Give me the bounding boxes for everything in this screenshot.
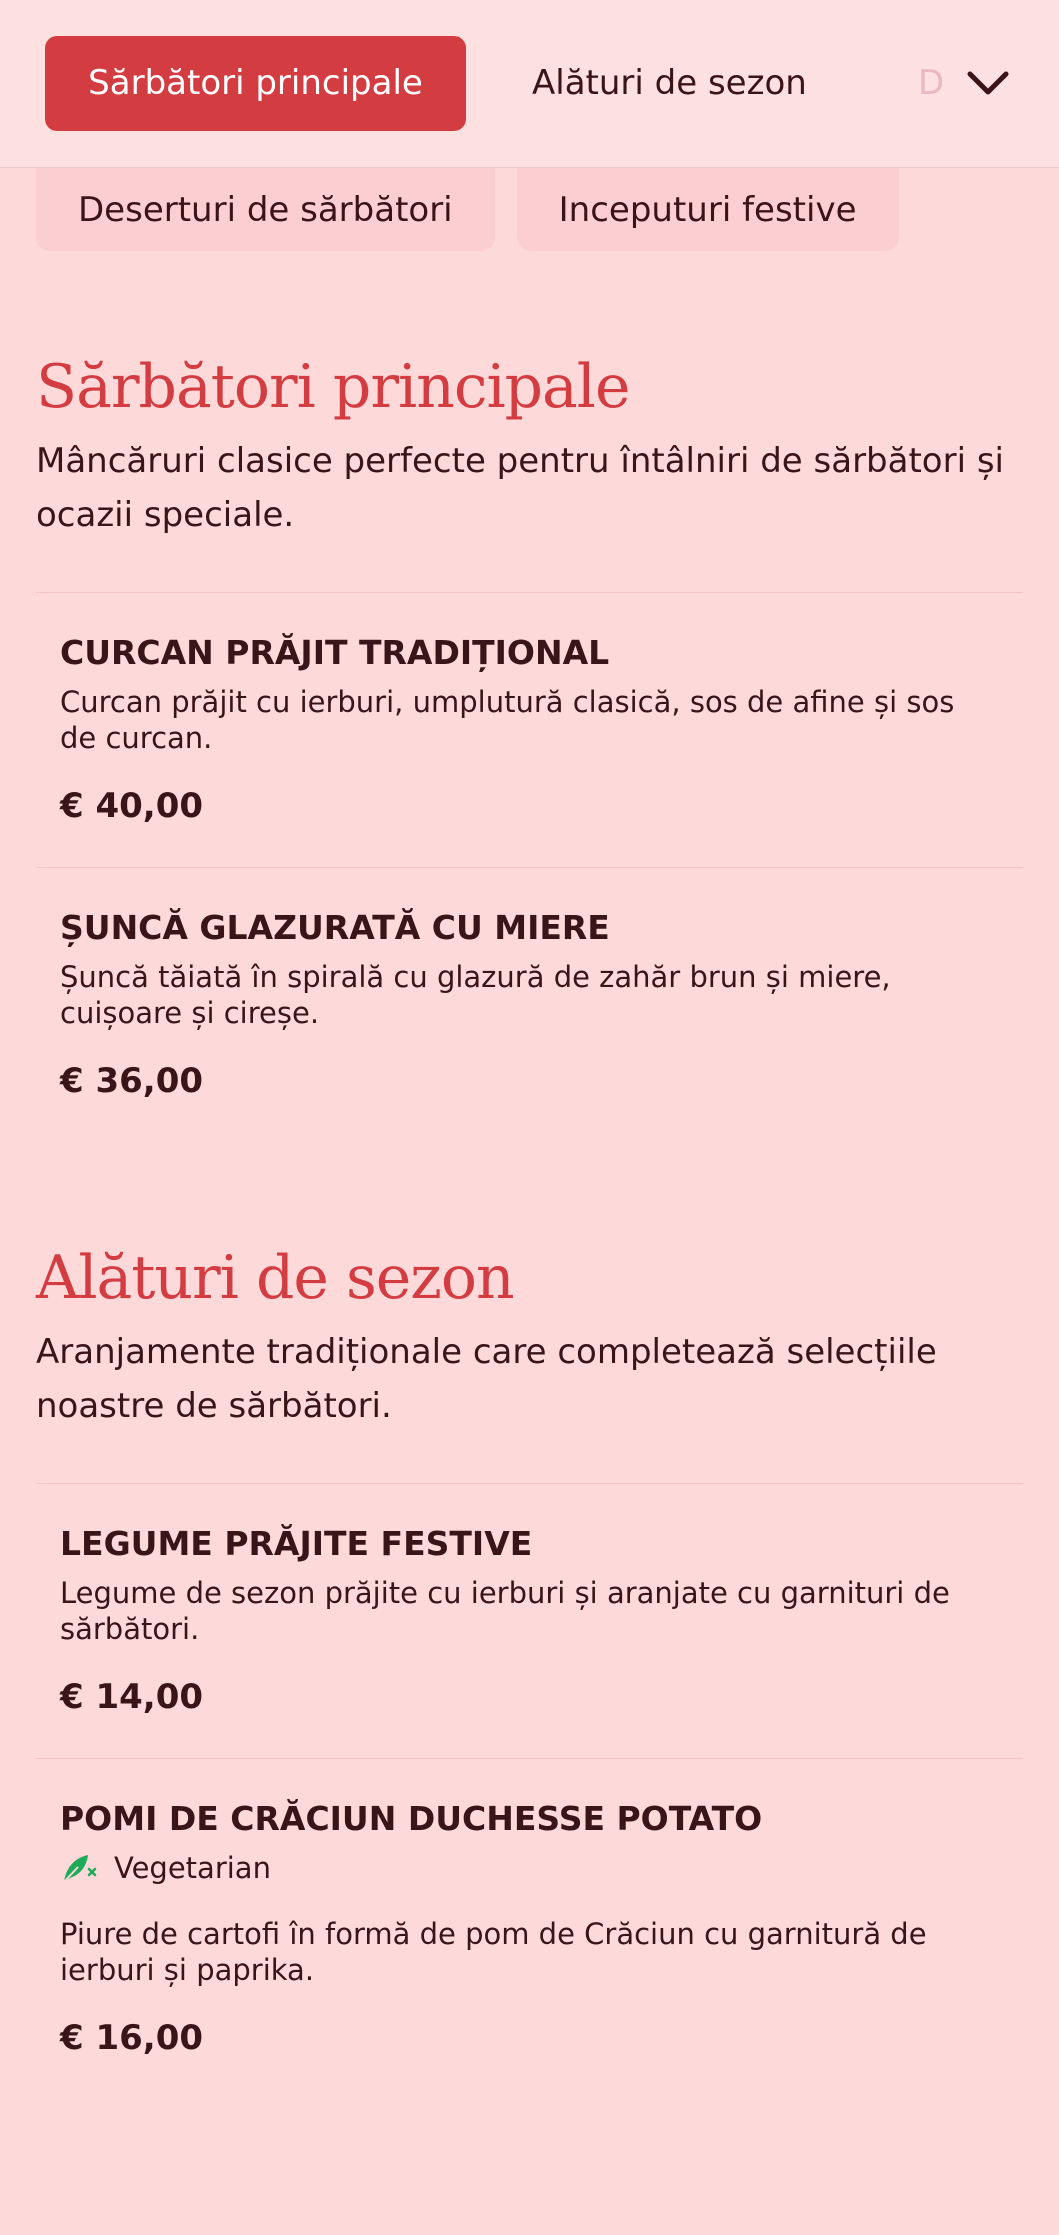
vegetarian-leaf-icon [60,1850,100,1886]
item-price: € 16,00 [60,2018,204,2058]
item-price: € 14,00 [60,1677,204,1717]
item-description: Legume de sezon prăjite cu ierburi și aranjate cu garnituri de sărbători. [60,1576,950,1646]
category-tabs-row2 [36,168,899,251]
menu-section-sarbatori-principale [36,352,1023,1142]
tab-alaturi-de-sezon[interactable]: Alături de sezon [500,36,839,131]
item-description: Curcan prăjit cu ierburi, umplutură clasică, sos de afine și sos de curcan. [60,685,955,755]
item-description: Piure de cartofi în formă de pom de Crăciun cu garnitură de ierburi și paprika. [60,1917,927,1987]
menu-item[interactable] [36,1759,1023,2129]
section-description: Aranjamente tradiționale care completează selecțiile noastre de sărbători. [36,1332,937,1426]
tab-inceputuri-festive[interactable]: Inceputuri festive [517,168,899,251]
menu-item[interactable] [36,868,1023,1142]
item-price: € 36,00 [60,1061,204,1101]
category-tabs-bar [0,0,1059,168]
item-price: € 40,00 [60,786,204,826]
tab-sarbatori-principale[interactable]: Sărbători principale [45,36,466,131]
section-title: Alături de sezon [36,1243,514,1313]
badge-label: Vegetarian [114,1851,271,1885]
item-name: POMI DE CRĂCIUN DUCHESSE POTATO [60,1799,763,1838]
item-name: ȘUNCĂ GLAZURATĂ CU MIERE [60,908,610,947]
tab-overflow-partial[interactable]: D [918,63,945,103]
section-title: Sărbători principale [36,352,630,422]
menu-section-alaturi-de-sezon [36,1243,1023,2129]
vegetarian-badge [60,1850,999,1886]
menu-item[interactable] [36,1484,1023,1759]
section-description: Mâncăruri clasice perfecte pentru întâlniri de sărbători și ocazii speciale. [36,441,1005,535]
item-name: LEGUME PRĂJITE FESTIVE [60,1524,533,1563]
item-description: Șuncă tăiată în spirală cu glazură de zahăr brun și miere, cuișoare și cireșe. [60,960,891,1030]
tab-deserturi-de-sarbatori[interactable]: Deserturi de sărbători [36,168,495,251]
menu-item[interactable] [36,593,1023,868]
chevron-down-icon[interactable] [962,58,1014,110]
item-name: CURCAN PRĂJIT TRADIȚIONAL [60,633,610,672]
